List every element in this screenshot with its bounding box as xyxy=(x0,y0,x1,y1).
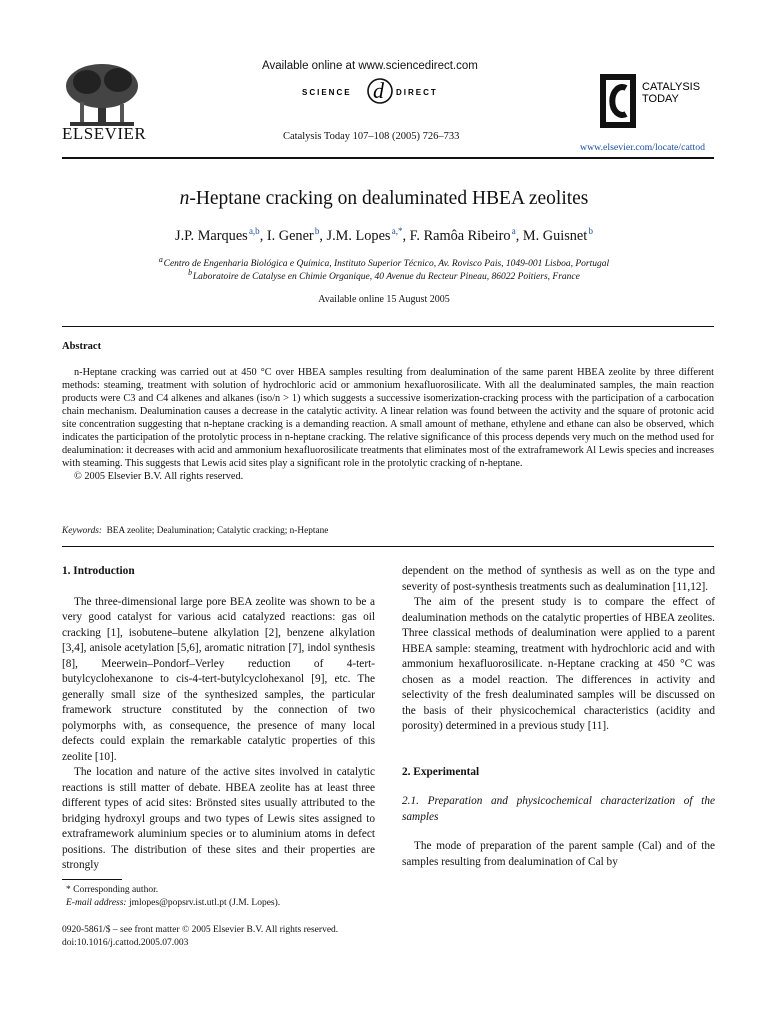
email-line xyxy=(66,897,280,910)
publisher-name: ELSEVIER xyxy=(62,124,147,143)
keywords-list: BEA zeolite; Dealumination; Catalytic cracking; n-Heptane xyxy=(106,526,329,536)
author-affil-link[interactable]: a,* xyxy=(391,226,403,236)
abstract-copyright: © 2005 Elsevier B.V. All rights reserved. xyxy=(74,471,244,482)
footnote xyxy=(66,884,280,909)
corresponding-author-note: * Corresponding author. xyxy=(66,885,159,895)
header-divider xyxy=(62,157,714,159)
author-name: I. Gener xyxy=(266,227,314,244)
abstract-text: n-Heptane cracking was carried out at 450 °C over HBEA samples resulting from dealumination of the same parent HBEA zeolite by three different methods: steaming, treatment with solution of hydrochloric acid or ammonium hexafluorosilicate. With all the dealuminated samples, the main reaction products were C3 and C4 alkenes and alkanes (iso/n > 1) which suggests a successive isomerization-cracking process with the participation of a carbocation chain mechanism. Dealumination causes a decrease in the catalytic activity. A linear relation was found between the activity and the square of protonic acid site concentration suggesting that n-heptane cracking is a demanding reaction. A small amount of methane, ethylene and ethane can also be observed, which indicates the participation of the protolytic process in n-heptane cracking. The relative significance of this process depends very much on the method used for dealumination: it decreases with acid and ammonium hexafluorosilicate treatments that eliminates most of the extraframework Al Lewis species and increases with steaming. This suggests that Lewis acid sites play a significant role in the protolytic cracking of n-heptane. xyxy=(62,367,714,469)
abstract-top-rule xyxy=(62,326,714,327)
email-address[interactable]: jmlopes@popsrv.ist.utl.pt (J.M. Lopes). xyxy=(128,897,281,908)
journal-url-link[interactable]: www.elsevier.com/locate/cattod xyxy=(580,142,706,153)
elsevier-tree-logo xyxy=(62,62,142,128)
title-italic-n: n xyxy=(179,188,190,209)
subsection-heading: 2.1. Preparation and physicochemical characterization of the samples xyxy=(402,795,715,823)
sd-right-word: DIRECT xyxy=(396,88,438,97)
author-name: J.P. Marques xyxy=(175,227,248,244)
sd-left-word: SCIENCE xyxy=(302,88,352,97)
svg-text:d: d xyxy=(373,78,384,103)
continued-paragraph: dependent on the method of synthesis as well as on the type and severity of post-synthesis treatments such as dealumination [11,12]. xyxy=(402,565,715,593)
intro-paragraph-2: The location and nature of the active sites involved in catalytic reactions is still matter of debate. HBEA zeolite has at least three different types of acid sites: Brönsted sites usually attributed to the bridging hydroxyl groups and two types of Lewis sites assigned to extraframework aluminium species or to aluminium atoms in defect positions. The distribution of these sites and their properties are strongly xyxy=(62,766,375,871)
journal-name-line2: TODAY xyxy=(642,93,679,105)
article-title xyxy=(0,188,768,210)
author-name: J.M. Lopes xyxy=(326,227,391,244)
experimental-paragraph: The mode of preparation of the parent sample (Cal) and of the samples resulting from dealumination of Cal by xyxy=(402,840,715,868)
front-matter-meta xyxy=(62,924,338,950)
left-column xyxy=(62,564,375,874)
keywords-label: Keywords: xyxy=(62,526,102,536)
journal-name-line1: CATALYSIS xyxy=(642,81,701,93)
author-name: F. Ramôa Ribeiro xyxy=(409,227,511,244)
abstract-body xyxy=(62,366,714,483)
affil-mark: b xyxy=(188,268,193,277)
sciencedirect-logo xyxy=(300,76,460,106)
available-online-text: Available online at www.sciencedirect.com xyxy=(262,60,478,72)
author-affil-link[interactable]: b xyxy=(314,226,320,236)
right-column xyxy=(402,564,715,870)
issn-line: 0920-5861/$ – see front matter © 2005 Elsevier B.V. All rights reserved. xyxy=(62,925,339,935)
author-affil-link[interactable]: b xyxy=(588,226,593,236)
section-heading-experimental: 2. Experimental xyxy=(402,765,480,778)
catalysis-today-logo xyxy=(600,60,710,130)
email-label: E-mail address: xyxy=(66,897,127,908)
doi-line[interactable]: doi:10.1016/j.cattod.2005.07.003 xyxy=(62,938,189,948)
title-rest: -Heptane cracking on dealuminated HBEA zeolites xyxy=(189,188,589,209)
available-date: Available online 15 August 2005 xyxy=(318,294,450,305)
author-affil-link[interactable]: a xyxy=(511,226,516,236)
affil-text: Centro de Engenharia Biológica e Química, Instituto Superior Técnico, Av. Rovisco Pais, 1049-001 Lisboa, Portugal xyxy=(163,259,610,270)
author-affil-link[interactable]: a,b xyxy=(248,226,260,236)
keywords xyxy=(62,526,328,536)
affil-text: Laboratoire de Catalyse en Chimie Organique, 40 Avenue du Recteur Pineau, 86022 Poitiers, France xyxy=(192,272,580,283)
aim-paragraph: The aim of the present study is to compare the effect of dealumination methods on the catalytic properties of HBEA zeolites. Three classical methods of dealumination were applied to a parent HBEA sample: steaming, treatment with hydrochloric acid and with ammonium hexafluorosilicate. n-Heptane cracking at 450 °C was chosen as a model reaction. The differences in activity and selectivity of the fresh dealuminated samples will be discussed on the basis of their physicochemical characteristics (acidity and porosity) determined in a previous study [11]. xyxy=(402,596,715,732)
intro-paragraph-1: The three-dimensional large pore BEA zeolite was shown to be a very good catalyst for various acid catalyzed reactions: gas oil cracking [1], isobutene–butene alkylation [2], benzene alkylation [3,4], anisole acetylation [5,6], aromatic nitration [7], indol synthesis [8], Meerwein–Pondorf–Verley reduction of 4-tert-butylcyclohexanone to cis-4-tert-butylcyclohexanol [9], etc. The generally small size of the synthesized samples, the particular framework structure constituted by the connection of two polymorphs with, as consequence, the presence of many local defects could explain the remarkable catalytic properties of this zeolite [10]. xyxy=(62,595,375,763)
affil-mark: a xyxy=(158,255,163,264)
author-list: J.P. Marques $^{a,b}$, I. Gener $^b$, J.M. Lopes $^{a,*}$, F. Ramôa Ribeiro $^a$, M. Guisnet $^b$ xyxy=(175,226,593,244)
author-name: M. Guisnet xyxy=(522,227,588,244)
journal-reference: Catalysis Today 107–108 (2005) 726–733 xyxy=(283,131,460,142)
abstract-bottom-rule xyxy=(62,546,714,547)
abstract-heading: Abstract xyxy=(62,341,102,352)
footnote-rule xyxy=(62,879,122,880)
affiliation-b xyxy=(0,268,768,282)
section-heading-introduction: 1. Introduction xyxy=(62,565,135,577)
